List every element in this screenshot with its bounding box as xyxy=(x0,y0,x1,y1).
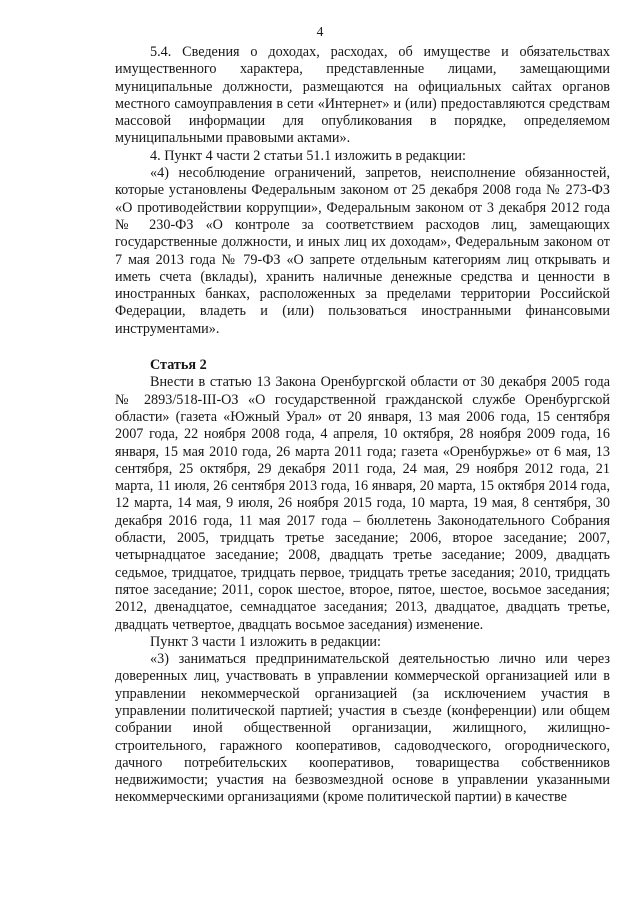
paragraph-item-3: Пункт 3 части 1 изложить в редакции: xyxy=(150,633,381,650)
paragraph-item-3-text: «3) заниматься предпринимательской деятельностью лично или через доверенных лиц, участвовать в управлении коммерческой организацией или в управлении некоммерческой организацией (за исключением участия в управлении политической партией; участия в съезде (конференции) или общем собрании иной общественной организации, жилищного, жилищно-строительного, гаражного кооперативов, садоводческого, огороднического, дачного потребительских кооперативов, товарищества собственников недвижимости; участия на безвозмездной основе в управлении указанными некоммерческими организациями (кроме политической партии) в качестве xyxy=(115,651,610,806)
article-2-intro: Внести в статью 13 Закона Оренбургской области от 30 декабря 2005 года № 2893/518-III-ОЗ «О государственной гражданской службе Оренбургской области» (газета «Южный Урал» от 20 января, 13 мая 2006 года, 15 сентября 2007 года, 22 ноября 2008 года, 4 апреля, 10 октября, 28 ноября 2009 года, 16 января, 15 мая 2010 года, 26 марта 2011 года; газета «Оренбуржье» от 6 мая, 13 сентября, 25 октября, 29 декабря 2011 года, 24 мая, 29 ноября 2012 года, 21 марта, 11 июля, 26 сентября 2013 года, 16 января, 20 марта, 15 октября 2014 года, 12 марта, 14 мая, 9 июля, 26 ноября 2015 года, 10 марта, 19 мая, 8 сентября, 30 декабря 2016 года, 11 мая 2017 года – бюллетень Законодательного Собрания области, 2005, тридцать третье заседание; 2006, второе заседание; 2007, четырнадцатое заседание; 2008, двадцать третье заседание; 2009, двадцать седьмое, тридцатое, тридцать первое, тридцать третье заседания; 2010, тридцать пятое заседание; 2011, сорок шестое, второе, пятое, шестое, восьмое заседания; 2012, двенадцатое, семнадцатое заседания; 2013, двадцатое, двадцать третье, двадцать четвертое, двадцать восьмое заседания) изменение. xyxy=(115,374,610,633)
article-2-heading: Статья 2 xyxy=(150,357,207,374)
paragraph-item-4-text: «4) несоблюдение ограничений, запретов, неисполнение обязанностей, которые установлены Федеральным законом от 25 декабря 2008 года № 273-ФЗ «О противодействии коррупции», Федеральным законом от 3 декабря 2012 года № 230-ФЗ «О контроле за соответствием расходов лиц, замещающих государственные должности, и иных лиц их доходам», Федеральным законом от 7 мая 2013 года № 79-ФЗ «О запрете отдельным категориям лиц открывать и иметь счета (вклады), хранить наличные денежные средства и ценности в иностранных банках, расположенных за пределами территории Российской Федерации, владеть и (или) пользоваться иностранными финансовыми инструментами». xyxy=(115,165,610,337)
page-number: 4 xyxy=(316,24,324,39)
document-body xyxy=(115,44,610,807)
paragraph-5-4: 5.4. Сведения о доходах, расходах, об имуществе и обязательствах имущественного характера, представленные лицами, замещающими муниципальные должности, размещаются на официальных сайтах органов местного самоуправления в сети «Интернет» и (или) предоставляются средствам массовой информации для опубликования в порядке, определяемом муниципальными правовыми актами». xyxy=(115,44,610,147)
paragraph-item-4: 4. Пункт 4 части 2 статьи 51.1 изложить в редакции: xyxy=(150,147,466,164)
